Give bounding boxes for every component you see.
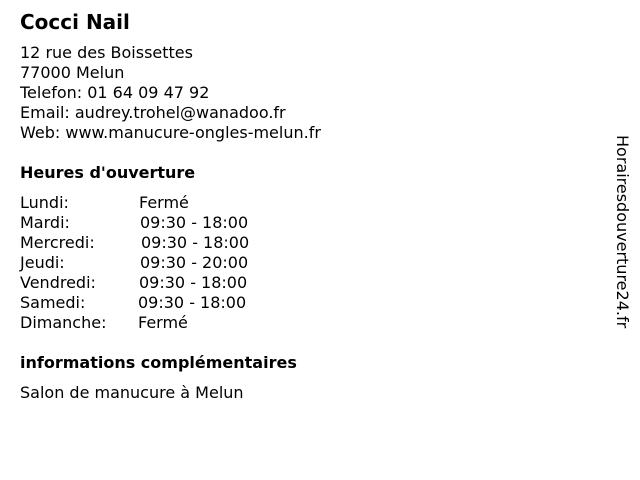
address-city: 77000 Melun xyxy=(20,63,125,82)
day-label: Mardi: xyxy=(20,213,70,232)
time-value: 09:30 - 18:00 xyxy=(140,213,249,232)
contact-block xyxy=(20,43,600,143)
day-label: Lundi: xyxy=(20,193,69,212)
hours-row-jeudi xyxy=(20,253,600,273)
hours-row-mercredi xyxy=(20,233,600,253)
day-label: Jeudi: xyxy=(20,253,65,272)
hours-row-mardi xyxy=(20,213,600,233)
info-title: informations complémentaires xyxy=(20,353,297,372)
business-card xyxy=(20,10,600,403)
business-name: Cocci Nail xyxy=(20,10,130,34)
watermark-text: Horairesdouverture24.fr xyxy=(613,135,632,329)
hours-table xyxy=(20,193,600,333)
time-value: Fermé xyxy=(138,313,188,332)
web-text: Web: www.manucure-ongles-melun.fr xyxy=(20,123,321,142)
time-value: 09:30 - 20:00 xyxy=(140,253,249,272)
day-label: Mercredi: xyxy=(20,233,95,252)
hours-row-vendredi xyxy=(20,273,600,293)
address-street: 12 rue des Boissettes xyxy=(20,43,193,62)
email-text: Email: audrey.trohel@wanadoo.fr xyxy=(20,103,286,122)
hours-title: Heures d'ouverture xyxy=(20,163,196,182)
day-label: Samedi: xyxy=(20,293,86,312)
hours-row-samedi xyxy=(20,293,600,313)
day-label: Dimanche: xyxy=(20,313,107,332)
phone-text: Telefon: 01 64 09 47 92 xyxy=(20,83,210,102)
hours-row-lundi xyxy=(20,193,600,213)
time-value: Fermé xyxy=(139,193,189,212)
hours-row-dimanche xyxy=(20,313,600,333)
day-label: Vendredi: xyxy=(20,273,96,292)
time-value: 09:30 - 18:00 xyxy=(138,293,247,312)
info-text: Salon de manucure à Melun xyxy=(20,383,244,402)
time-value: 09:30 - 18:00 xyxy=(139,273,248,292)
time-value: 09:30 - 18:00 xyxy=(141,233,250,252)
